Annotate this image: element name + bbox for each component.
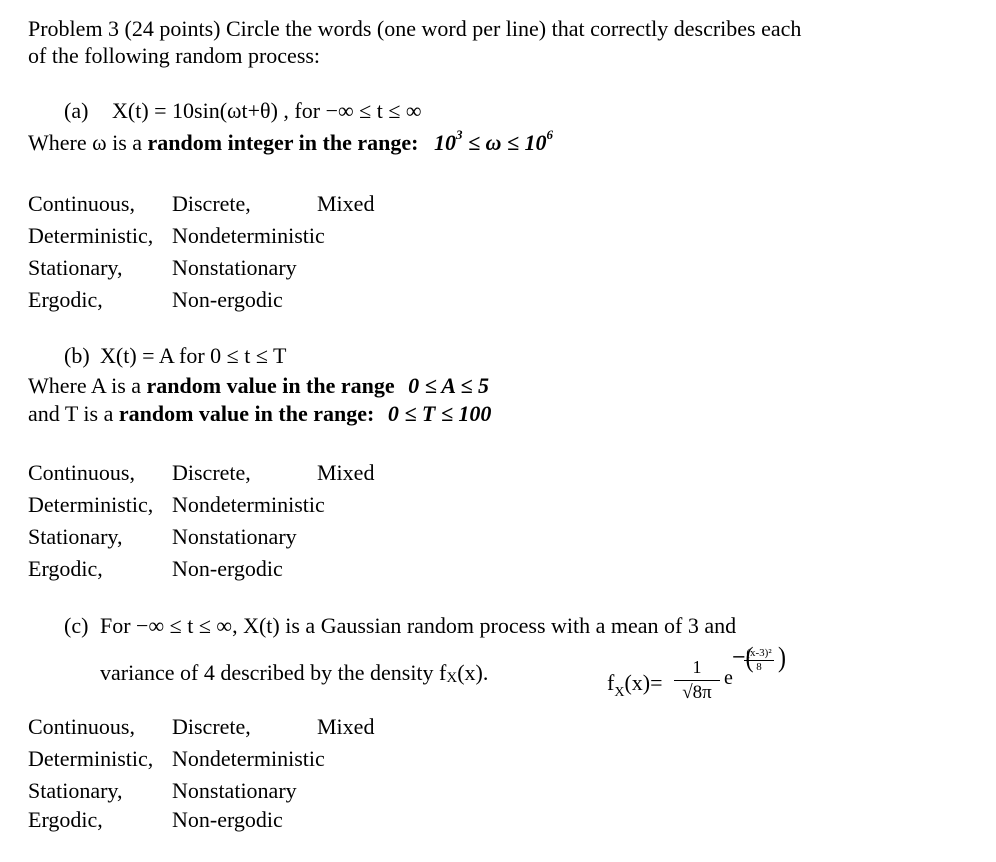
option-mixed[interactable]: Mixed <box>317 191 375 216</box>
option-continuous[interactable]: Continuous, <box>28 714 135 739</box>
part-a-where-bold: random integer in the range: <box>147 130 419 155</box>
part-b-and-range: 0 ≤ T ≤ 100 <box>387 401 492 426</box>
range-hi: 10 <box>524 130 547 155</box>
formula-exponent <box>732 642 786 676</box>
formula-f: f <box>607 670 615 695</box>
exp-numerator: (x-3)² <box>746 647 772 659</box>
option-continuous[interactable]: Continuous, <box>28 191 135 216</box>
option-discrete[interactable]: Discrete, <box>172 714 251 739</box>
range-hi-exp: 6 <box>546 127 554 142</box>
option-deterministic[interactable]: Deterministic, <box>28 492 154 517</box>
option-continuous[interactable]: Continuous, <box>28 460 135 485</box>
option-nonstationary[interactable]: Nonstationary <box>172 778 297 803</box>
range-lo: 10 <box>433 130 456 155</box>
part-b-and-bold: random value in the range: <box>118 401 375 426</box>
option-mixed[interactable]: Mixed <box>317 460 375 485</box>
part-a-equation: X(t) = 10sin(ωt+θ) , for −∞ ≤ t ≤ ∞ <box>112 98 422 123</box>
part-c-line2 <box>100 662 488 684</box>
part-c-line2-post: (x). <box>457 660 489 685</box>
option-stationary[interactable]: Stationary, <box>28 778 123 803</box>
part-b-and-text: and T is a <box>28 401 119 426</box>
option-non-ergodic[interactable]: Non-ergodic <box>172 556 283 581</box>
option-stationary[interactable]: Stationary, <box>28 524 123 549</box>
exp-left-paren: −( <box>732 642 754 674</box>
part-b-where-text: Where A is a <box>28 373 147 398</box>
part-a-where <box>28 127 554 155</box>
option-ergodic[interactable]: Ergodic, <box>28 287 103 312</box>
formula-arg: (x)= <box>624 670 663 695</box>
exp-denominator: 8 <box>756 661 762 673</box>
part-b-and <box>28 403 491 425</box>
formula-numerator: 1 <box>692 657 702 677</box>
option-nonstationary[interactable]: Nonstationary <box>172 524 297 549</box>
option-mixed[interactable]: Mixed <box>317 714 375 739</box>
option-nonstationary[interactable]: Nonstationary <box>172 255 297 280</box>
formula-f-sub: X <box>614 685 625 700</box>
option-discrete[interactable]: Discrete, <box>172 460 251 485</box>
part-b-where <box>28 375 489 397</box>
density-formula <box>607 642 787 710</box>
part-b-equation: X(t) = A for 0 ≤ t ≤ T <box>100 343 287 368</box>
option-nondeterministic[interactable]: Nondeterministic <box>172 492 325 517</box>
formula-fraction <box>674 658 720 702</box>
formula-base-e: e <box>724 667 733 689</box>
option-deterministic[interactable]: Deterministic, <box>28 746 154 771</box>
problem-header-line1: Problem 3 (24 points) Circle the words (one word per line) that correctly describes each <box>28 16 802 41</box>
range-mid: ≤ ω ≤ <box>462 130 525 155</box>
option-non-ergodic[interactable]: Non-ergodic <box>172 807 283 832</box>
part-c-line2-sub: X <box>446 670 458 686</box>
option-discrete[interactable]: Discrete, <box>172 191 251 216</box>
part-b-label: (b) <box>64 343 90 368</box>
formula-lhs <box>607 670 663 700</box>
option-non-ergodic[interactable]: Non-ergodic <box>172 287 283 312</box>
formula-fraction-bar <box>674 680 720 681</box>
part-c-line1: For −∞ ≤ t ≤ ∞, X(t) is a Gaussian random process with a mean of 3 and <box>100 613 737 638</box>
option-nondeterministic[interactable]: Nondeterministic <box>172 223 325 248</box>
part-a-label: (a) <box>64 98 89 123</box>
exp-right-paren: ) <box>778 642 786 674</box>
option-nondeterministic[interactable]: Nondeterministic <box>172 746 325 771</box>
option-ergodic[interactable]: Ergodic, <box>28 556 103 581</box>
option-deterministic[interactable]: Deterministic, <box>28 223 154 248</box>
part-c-line2-pre: variance of 4 described by the density f <box>100 660 447 685</box>
range-lo-exp: 3 <box>455 127 463 142</box>
option-ergodic[interactable]: Ergodic, <box>28 807 103 832</box>
formula-denominator: √8π <box>682 682 712 703</box>
problem-header-line2: of the following random process: <box>28 43 321 68</box>
part-b-where-bold: random value in the range <box>146 373 395 398</box>
part-a-range <box>433 127 554 155</box>
part-a-where-text: Where ω is a <box>28 130 148 155</box>
exp-fraction <box>744 648 774 673</box>
part-b-where-range: 0 ≤ A ≤ 5 <box>408 373 489 398</box>
option-stationary[interactable]: Stationary, <box>28 255 123 280</box>
part-c-label: (c) <box>64 613 89 638</box>
